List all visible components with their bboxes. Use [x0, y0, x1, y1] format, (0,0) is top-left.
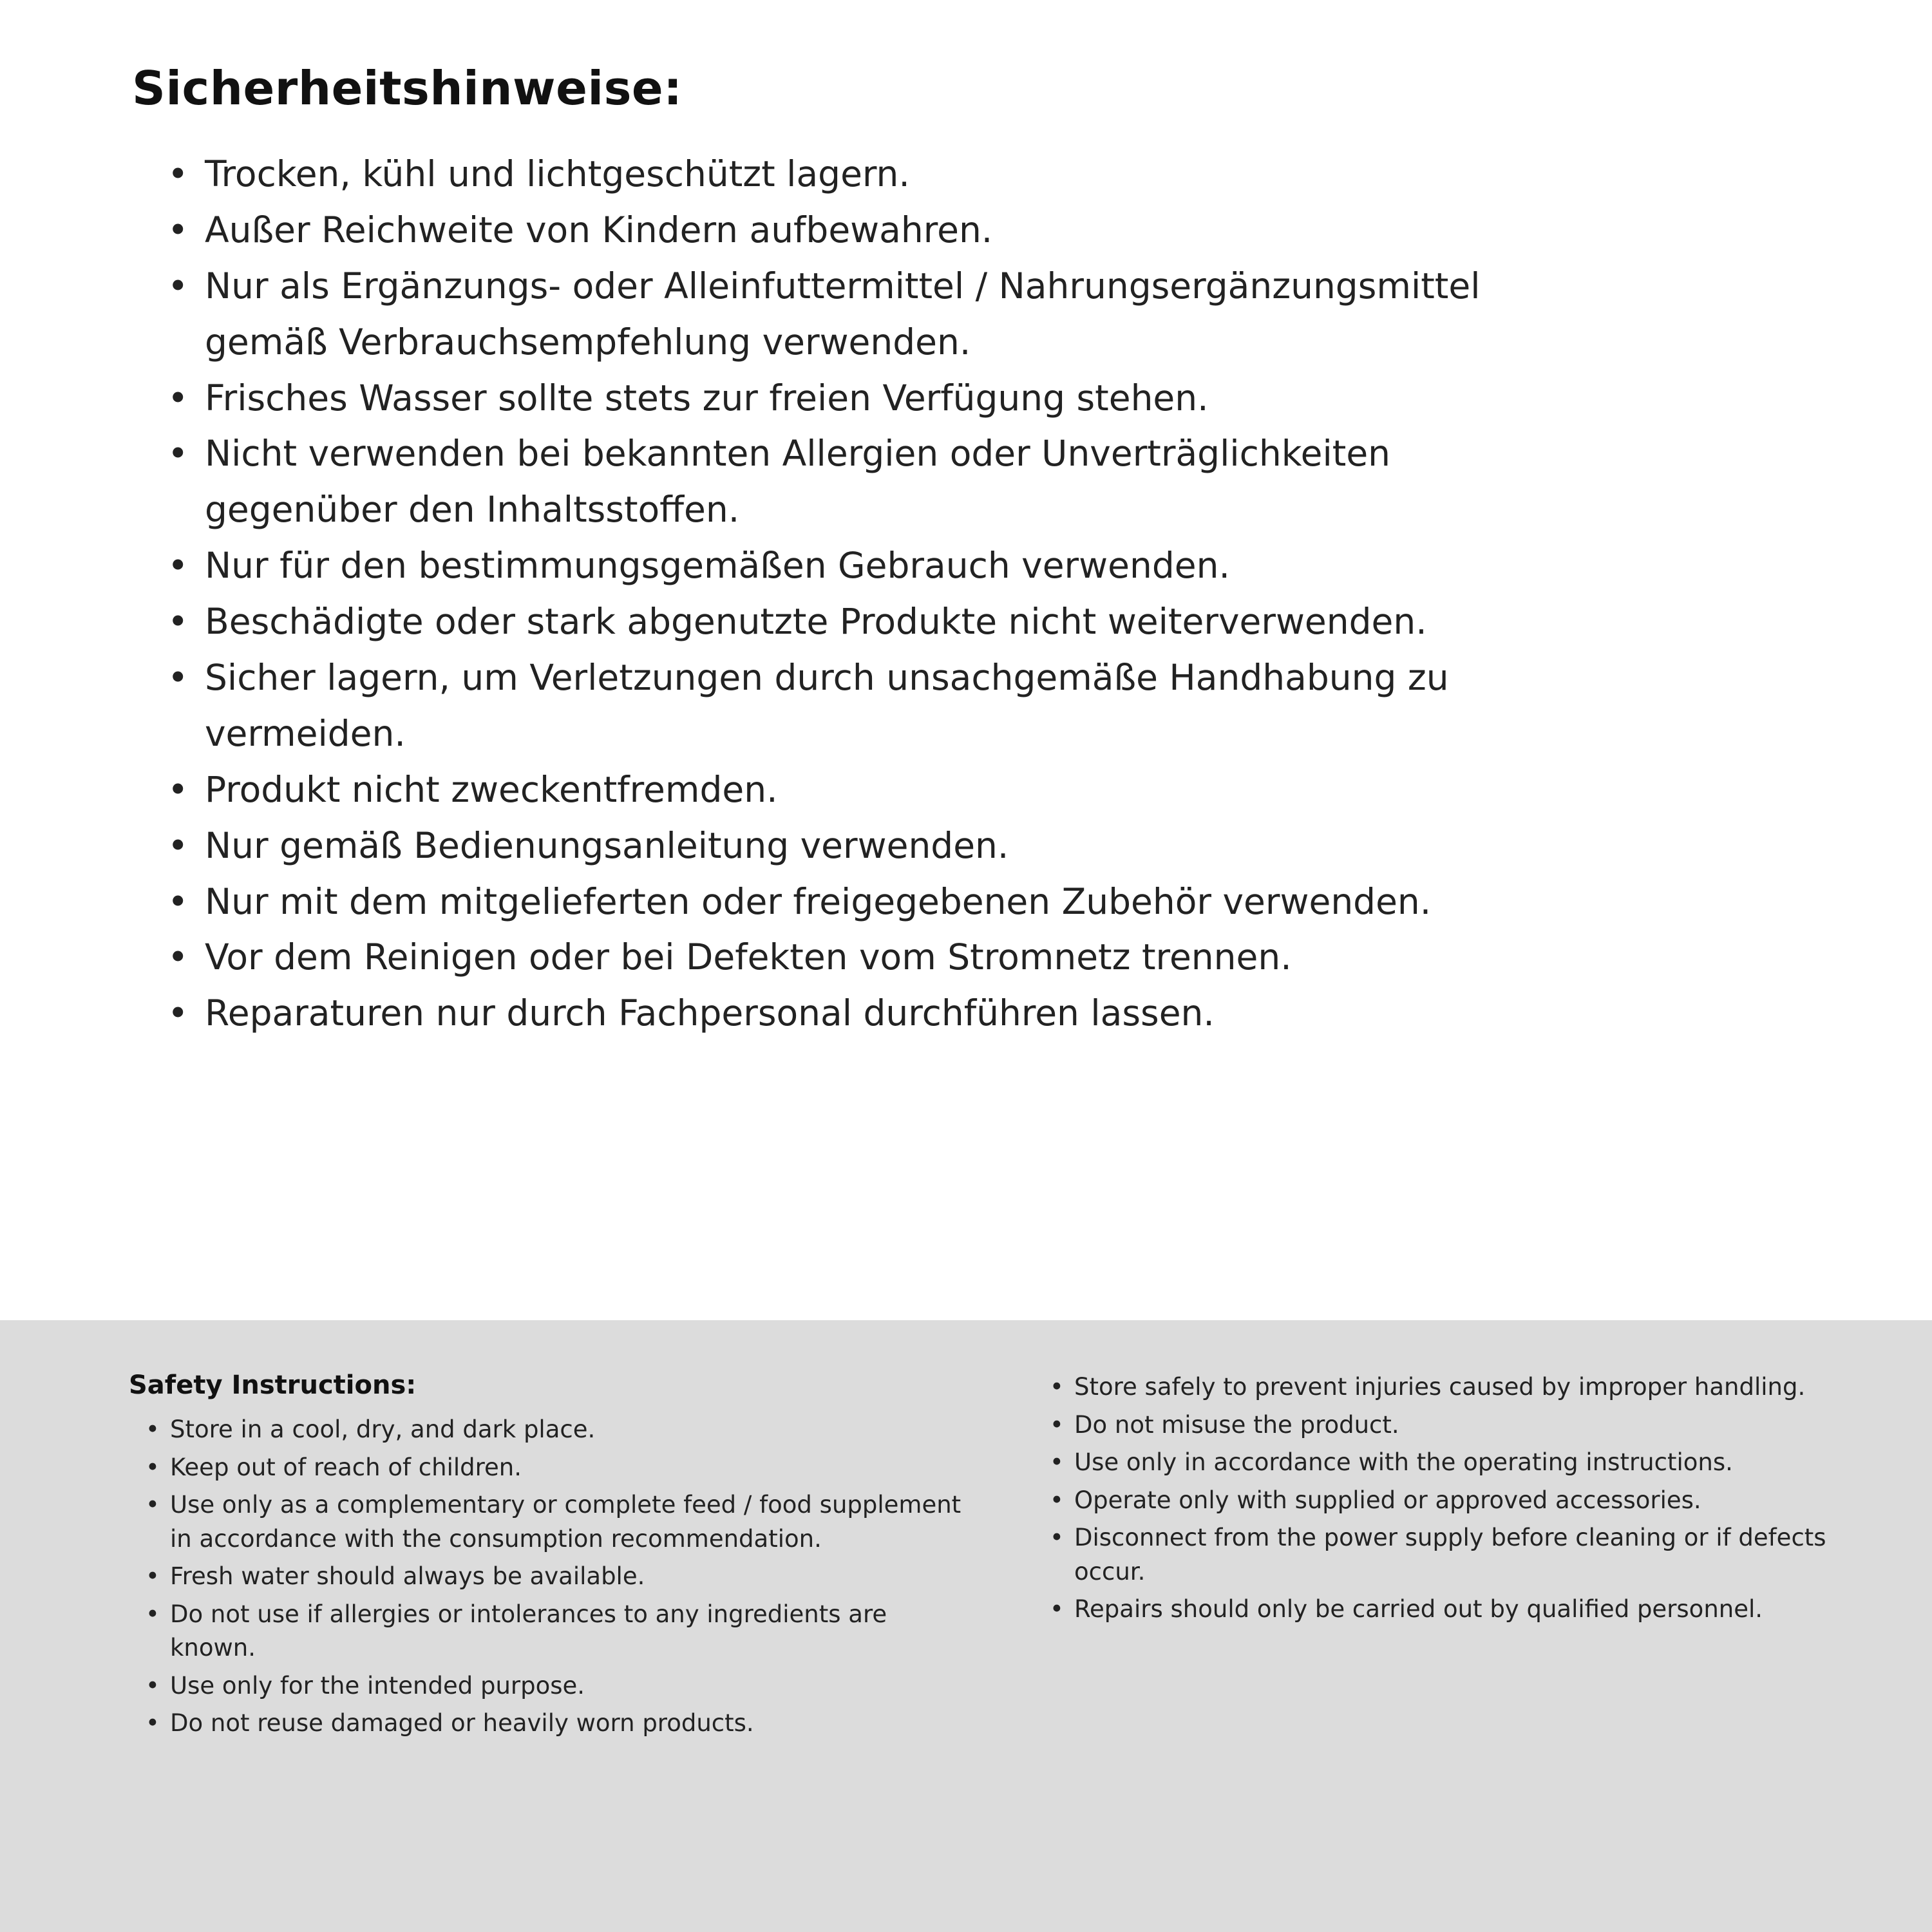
german-safety-item — [167, 594, 1765, 650]
bullet-icon: • — [167, 992, 189, 1034]
bullet-icon: • — [146, 1709, 160, 1738]
english-safety-item-text: Use only in accordance with the operating instructions. — [1074, 1448, 1733, 1477]
english-safety-item-text: Do not reuse damaged or heavily worn products. — [170, 1709, 754, 1738]
bullet-icon: • — [146, 1416, 160, 1443]
german-safety-item-text: Vor dem Reinigen oder bei Defekten vom Stromnetz trennen. — [205, 936, 1292, 978]
english-safety-item-text: Keep out of reach of children. — [170, 1453, 522, 1481]
german-safety-item-text: Nur als Ergänzungs- oder Alleinfuttermittel / Nahrungsergänzungsmittel gemäß Verbrauchsempfehlung verwenden. — [205, 265, 1481, 363]
bullet-icon: • — [167, 545, 189, 587]
english-safety-section — [0, 1320, 1932, 1932]
bullet-icon: • — [1050, 1373, 1064, 1401]
english-safety-item — [146, 1488, 979, 1556]
bullet-icon: • — [1050, 1448, 1064, 1477]
german-safety-item — [167, 258, 1765, 370]
german-safety-item — [167, 762, 1765, 818]
german-safety-item-text: Beschädigte oder stark abgenutzte Produkte nicht weiterverwenden. — [205, 601, 1427, 643]
english-safety-item — [146, 1707, 979, 1741]
english-safety-item-text: Operate only with supplied or approved accessories. — [1074, 1486, 1701, 1514]
german-safety-item — [167, 985, 1765, 1041]
english-left-column — [129, 1370, 979, 1932]
english-safety-item — [1050, 1370, 1900, 1405]
english-safety-item — [1050, 1446, 1900, 1480]
english-safety-item — [146, 1413, 979, 1447]
german-safety-item-text: Außer Reichweite von Kindern aufbewahren. — [205, 209, 993, 251]
english-safety-item-text: Repairs should only be carried out by qualified personnel. — [1074, 1595, 1763, 1624]
german-safety-item-text: Nur mit dem mitgelieferten oder freigegebenen Zubehör verwenden. — [205, 880, 1432, 922]
german-safety-item — [167, 650, 1765, 762]
english-section-title: Safety Instructions: — [129, 1370, 417, 1400]
bullet-icon: • — [1050, 1524, 1064, 1552]
english-safety-item — [146, 1451, 979, 1485]
german-section-title: Sicherheitshinweise: — [132, 61, 683, 115]
bullet-icon: • — [167, 209, 189, 251]
english-safety-item-text: Fresh water should always be available. — [170, 1562, 645, 1591]
german-safety-item — [167, 538, 1765, 594]
english-safety-item-text: Use only as a complementary or complete feed / food supplement in accordance with the consumption recommendation. — [170, 1491, 961, 1553]
bullet-icon: • — [167, 153, 189, 194]
bullet-icon: • — [167, 936, 189, 978]
english-safety-list-right — [1050, 1370, 1900, 1627]
german-safety-item — [167, 818, 1765, 874]
english-safety-item — [1050, 1484, 1900, 1518]
english-safety-item-text: Disconnect from the power supply before cleaning or if defects occur. — [1074, 1524, 1826, 1586]
bullet-icon: • — [167, 433, 189, 475]
bullet-icon: • — [146, 1562, 160, 1591]
german-safety-item — [167, 202, 1765, 258]
german-safety-item — [167, 426, 1765, 538]
bullet-icon: • — [167, 601, 189, 643]
german-safety-item-text: Frisches Wasser sollte stets zur freien Verfügung stehen. — [205, 377, 1209, 419]
bullet-icon: • — [167, 768, 189, 810]
bullet-icon: • — [167, 824, 189, 866]
english-safety-list-left — [129, 1413, 979, 1741]
german-safety-list — [132, 146, 1765, 1041]
english-safety-item — [1050, 1521, 1900, 1589]
bullet-icon: • — [167, 377, 189, 419]
bullet-icon: • — [146, 1491, 160, 1519]
german-safety-item-text: Nicht verwenden bei bekannten Allergien oder Unverträglichkeiten gegenüber den Inhaltsstoffen. — [205, 433, 1391, 531]
english-safety-item — [146, 1560, 979, 1594]
english-safety-item — [146, 1669, 979, 1703]
english-safety-item-text: Do not use if allergies or intolerances to any ingredients are known. — [170, 1600, 887, 1662]
german-safety-item-text: Nur für den bestimmungsgemäßen Gebrauch verwenden. — [205, 545, 1230, 587]
german-safety-item — [167, 929, 1765, 985]
bullet-icon: • — [167, 657, 189, 699]
english-safety-item-text: Use only for the intended purpose. — [170, 1671, 585, 1700]
english-safety-item — [1050, 1593, 1900, 1627]
english-safety-item — [146, 1598, 979, 1665]
english-safety-item — [1050, 1408, 1900, 1443]
english-right-column — [1050, 1370, 1900, 1932]
german-safety-item — [167, 874, 1765, 930]
bullet-icon: • — [146, 1671, 160, 1700]
bullet-icon: • — [146, 1453, 160, 1481]
german-safety-item — [167, 370, 1765, 426]
german-safety-item-text: Sicher lagern, um Verletzungen durch unsachgemäße Handhabung zu vermeiden. — [205, 657, 1449, 754]
german-safety-item-text: Trocken, kühl und lichtgeschützt lagern. — [205, 153, 910, 194]
english-safety-item-text: Do not misuse the product. — [1074, 1410, 1399, 1439]
bullet-icon: • — [146, 1600, 160, 1628]
bullet-icon: • — [1050, 1410, 1064, 1439]
german-safety-item-text: Reparaturen nur durch Fachpersonal durchführen lassen. — [205, 992, 1215, 1034]
german-safety-item — [167, 146, 1765, 202]
bullet-icon: • — [1050, 1595, 1064, 1624]
bullet-icon: • — [167, 880, 189, 922]
bullet-icon: • — [167, 265, 189, 307]
bullet-icon: • — [1050, 1486, 1064, 1514]
english-safety-item-text: Store in a cool, dry, and dark place. — [170, 1416, 596, 1443]
german-safety-item-text: Nur gemäß Bedienungsanleitung verwenden. — [205, 824, 1009, 866]
german-safety-item-text: Produkt nicht zweckentfremden. — [205, 768, 778, 810]
english-safety-item-text: Store safely to prevent injuries caused by improper handling. — [1074, 1373, 1806, 1401]
